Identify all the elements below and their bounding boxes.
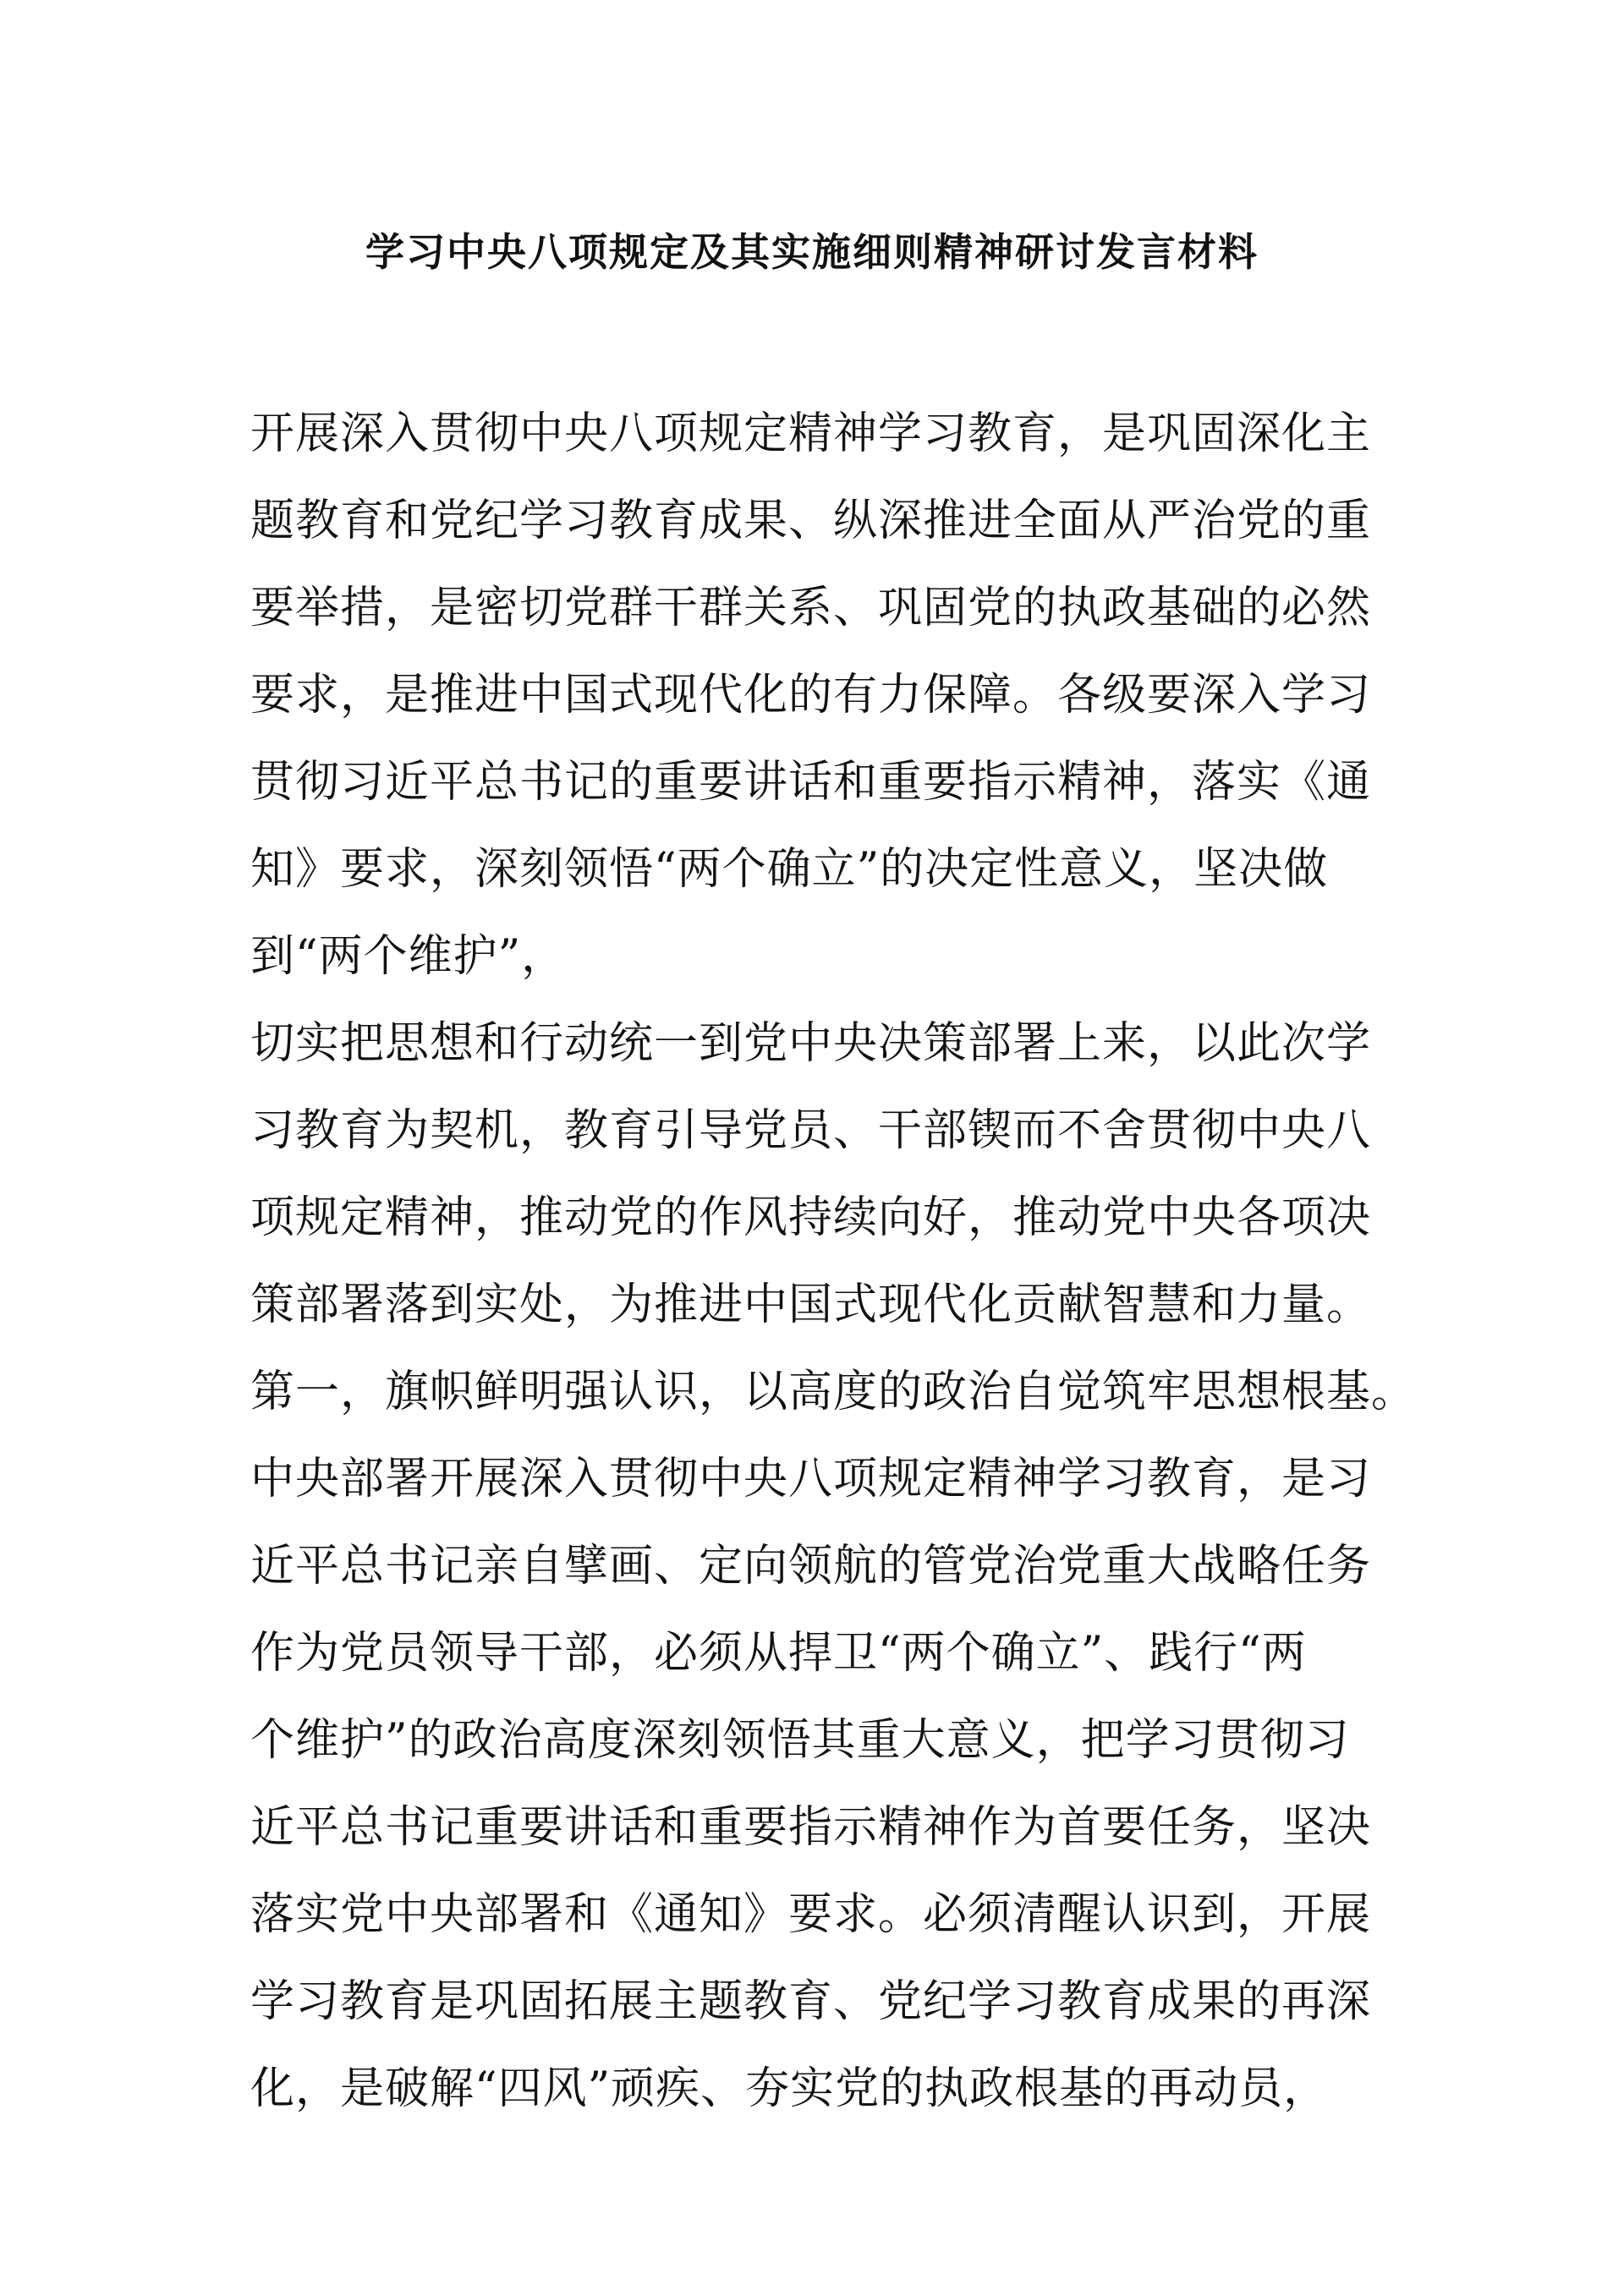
text-line: 项规定精神，推动党的作风持续向好，推动党中央各项决 bbox=[250, 1192, 1372, 1243]
text-line: 落实党中央部署和《通知》要求。必须清醒认识到，开展 bbox=[250, 1889, 1372, 1940]
text-line: 近平总书记亲自擘画、定向领航的管党治党重大战略任务 bbox=[250, 1541, 1372, 1592]
text-line: 学习教育是巩固拓展主题教育、党纪学习教育成果的再深 bbox=[250, 1976, 1372, 2027]
text-line: 要举措，是密切党群干群关系、巩固党的执政基础的必然 bbox=[250, 583, 1372, 633]
text-line: 策部署落到实处，为推进中国式现代化贡献智慧和力量。 bbox=[250, 1280, 1372, 1330]
text-line: 作为党员领导干部，必须从捍卫“两个确立”、践行“两 bbox=[250, 1628, 1307, 1679]
text-line: 题教育和党纪学习教育成果、纵深推进全面从严治党的重 bbox=[250, 496, 1372, 546]
section-heading-line: 第一，旗帜鲜明强认识，以高度的政治自觉筑牢思想根基。 bbox=[250, 1367, 1417, 1417]
text-line: 到“两个维护”， bbox=[250, 931, 567, 982]
document-body bbox=[250, 391, 1417, 2133]
text-line: 化，是破解“四风”顽疾、夯实党的执政根基的再动员， bbox=[250, 2063, 1329, 2114]
text-line: 个维护”的政治高度深刻领悟其重大意义，把学习贯彻习 bbox=[250, 1715, 1350, 1766]
text-line: 知》要求，深刻领悟“两个确立”的决定性意义，坚决做 bbox=[250, 844, 1329, 895]
text-line: 贯彻习近平总书记的重要讲话和重要指示精神，落实《通 bbox=[250, 757, 1372, 808]
text-line: 切实把思想和行动统一到党中央决策部署上来，以此次学 bbox=[250, 1018, 1372, 1069]
text-line: 中央部署开展深入贯彻中央八项规定精神学习教育，是习 bbox=[250, 1454, 1372, 1504]
document-title: 学习中央八项规定及其实施细则精神研讨发言材料 bbox=[365, 229, 1259, 275]
text-line: 近平总书记重要讲话和重要指示精神作为首要任务，坚决 bbox=[250, 1802, 1372, 1853]
text-line: 要求，是推进中国式现代化的有力保障。各级要深入学习 bbox=[250, 670, 1372, 721]
text-line: 开展深入贯彻中央八项规定精神学习教育，是巩固深化主 bbox=[250, 408, 1372, 459]
text-line: 习教育为契机，教育引导党员、干部锲而不舍贯彻中央八 bbox=[250, 1105, 1372, 1156]
